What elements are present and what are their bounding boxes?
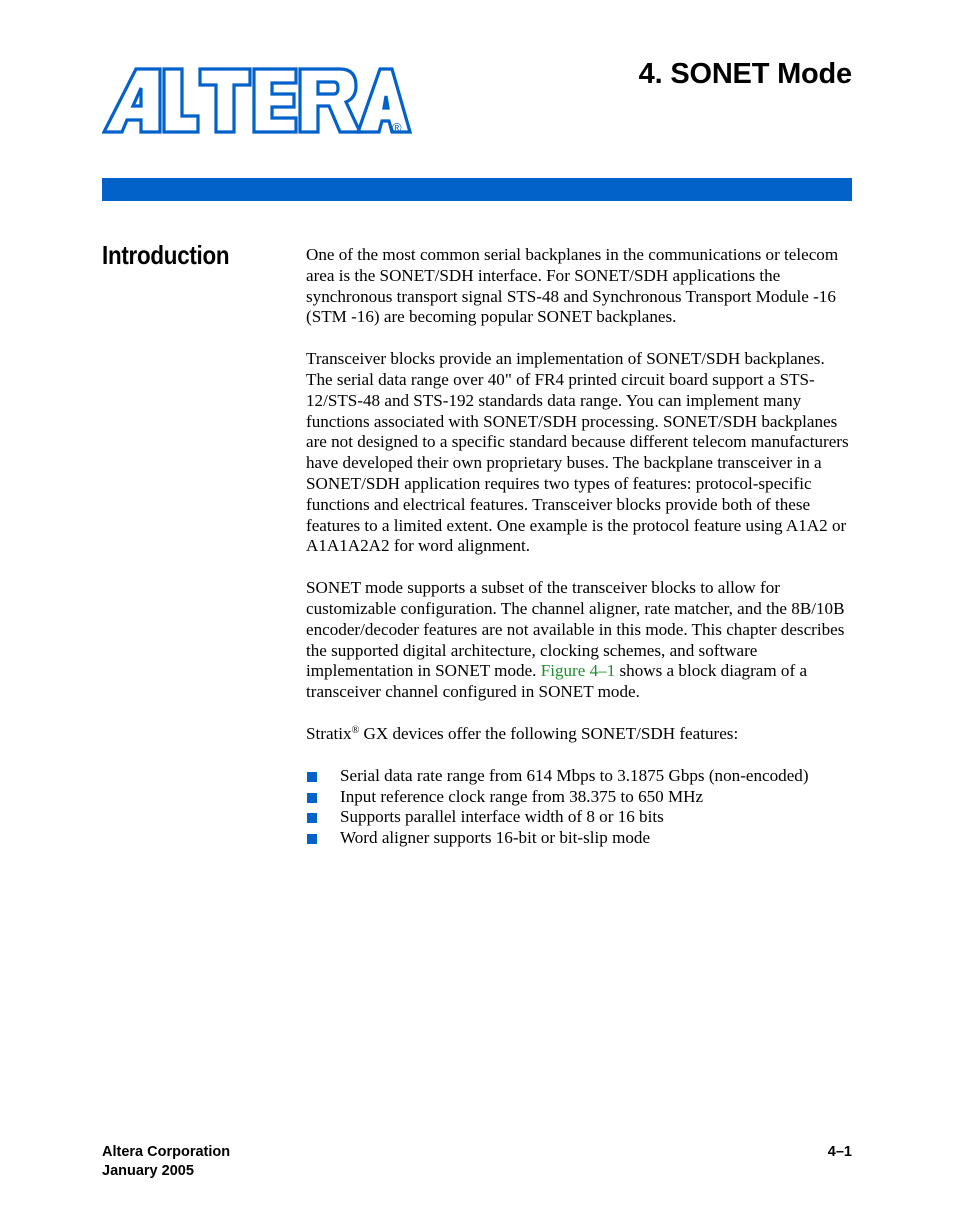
list-item-text: Input reference clock range from 38.375 to 650 MHz: [340, 786, 704, 806]
list-item-text: Serial data rate range from 614 Mbps to 3.1875 Gbps (non-encoded): [340, 765, 809, 785]
footer-page-number: 4–1: [827, 1144, 852, 1160]
list-item-text: Supports parallel interface width of 8 or 16 bits: [340, 807, 664, 827]
paragraph-1: One of the most common serial backplanes in the communications or telecom area is the SONET/SDH interface. For SONET/SDH applications the synchronous transport signal STS-48 and Synchronous Transport Module -16 (STM -16) are becoming popular SONET backplanes.: [306, 245, 839, 327]
paragraph-2: Transceiver blocks provide an implementation of SONET/SDH backplanes. The serial data range over 40" of FR4 printed circuit board support a STS-12/STS-48 and STS-192 standards data range. You can implement many functions associated with SONET/SDH processing. SONET/SDH backplanes are not designed to a specific standard because different telecom manufacturers have developed their own proprietary buses. The backplane transceiver in a SONET/SDH application requires two types of features: protocol-specific functions and electrical features. Transceiver blocks provide both of these features to a limited extent. One example is the protocol feature using A1A2 or A1A1A2A2 for word alignment.: [306, 349, 849, 556]
section-heading: Introduction: [102, 240, 230, 270]
footer-date: January 2005: [102, 1163, 194, 1179]
paragraph-3-text-a: SONET mode supports a subset of the transceiver blocks to allow for customizable configuration. The channel aligner, rate matcher, and the 8B/10B encoder/decoder features are not available in this mode. This chapter describes the supported digital architecture, clocking schemes, and software implementation in SONET mode.: [306, 578, 845, 681]
altera-logo-mark: [102, 66, 412, 138]
paragraph-3: [306, 578, 854, 703]
square-bullet-icon: [307, 772, 317, 782]
paragraph-3-text-b: shows a block diagram of a transceiver channel configured in SONET mode.: [306, 661, 808, 702]
registered-mark: ®: [392, 120, 402, 135]
header-rule-bar: [102, 178, 852, 201]
stratix-text: Stratix: [306, 723, 352, 743]
feature-list: [306, 766, 854, 849]
list-item: [306, 766, 854, 787]
page-footer: [102, 1143, 852, 1181]
paragraph-4-text: GX devices offer the following SONET/SDH features:: [359, 723, 739, 743]
paragraph-4: [306, 724, 854, 745]
list-item: [306, 787, 854, 808]
figure-link[interactable]: Figure 4–1: [540, 661, 616, 681]
footer-company: Altera Corporation: [102, 1144, 231, 1160]
body-text: [306, 245, 854, 849]
registered-superscript: ®: [351, 724, 360, 736]
square-bullet-icon: [307, 834, 317, 844]
square-bullet-icon: [307, 793, 317, 803]
altera-logo: [102, 66, 412, 138]
list-item: [306, 807, 854, 828]
chapter-title: 4. SONET Mode: [638, 58, 852, 90]
square-bullet-icon: [307, 813, 317, 823]
list-item-text: Word aligner supports 16-bit or bit-slip mode: [340, 828, 651, 848]
list-item: [306, 828, 854, 849]
